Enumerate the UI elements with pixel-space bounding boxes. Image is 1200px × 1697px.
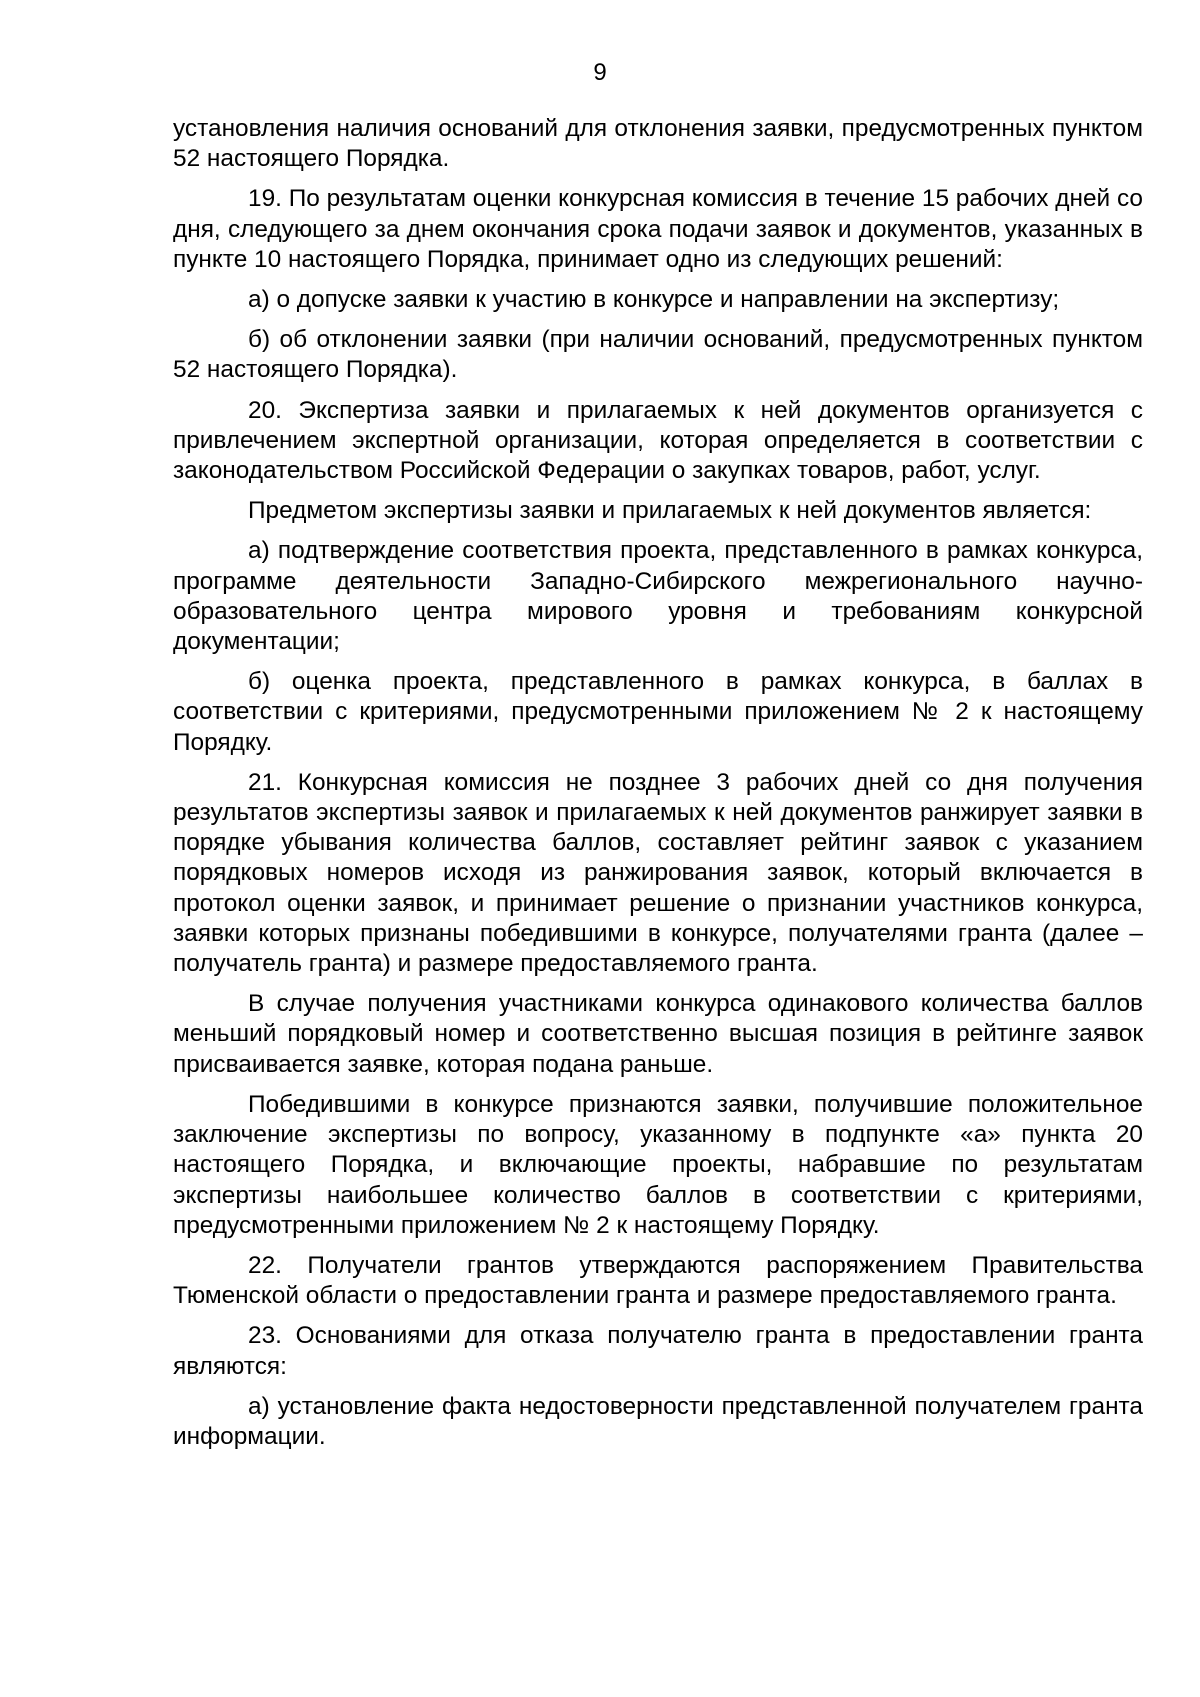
paragraph-item-23-a: а) установление факта недостоверности представленной получателем гранта информации. — [173, 1392, 1143, 1450]
paragraph-item-22: 22. Получатели грантов утверждаются распоряжением Правительства Тюменской области о предоставлении гранта и размере предоставляемого гранта. — [173, 1251, 1143, 1310]
paragraph-equal-scores: В случае получения участниками конкурса одинакового количества баллов меньший порядковый номер и соответственно высшая позиция в рейтинге заявок присваивается заявке, которая подана раньше. — [173, 990, 1143, 1078]
paragraph-expertise-a: а) подтверждение соответствия проекта, представленного в рамках конкурса, программе деятельности Западно-Сибирского межрегионального научно-образовательного центра мирового уровня и требованиям конкурсной документации; — [173, 537, 1143, 656]
paragraph-item-23: 23. Основаниями для отказа получателю гранта в предоставлении гранта являются: — [173, 1322, 1143, 1380]
paragraph-expertise-b: б) оценка проекта, представленного в рамках конкурса, в баллах в соответствии с критериями, предусмотренными приложением № 2 к настоящему Порядку. — [173, 668, 1143, 756]
paragraph-item-19-b: б) об отклонении заявки (при наличии оснований, предусмотренных пунктом 52 настоящего Порядка). — [173, 326, 1143, 384]
paragraph-winners: Победившими в конкурсе признаются заявки, получившие положительное заключение экспертизы по вопросу, указанному в подпункте «а» пункта 20 настоящего Порядка, и включающие проекты, набравшие по результатам экспертизы наибольшее количество баллов в соответствии с критериями, предусмотренными приложением № 2 к настоящему Порядку. — [173, 1090, 1143, 1239]
paragraph-item-19-a: а) о допуске заявки к участию в конкурсе и направлении на экспертизу; — [248, 286, 1060, 314]
paragraph-continuation: установления наличия оснований для отклонения заявки, предусмотренных пунктом 52 настоящего Порядка. — [173, 115, 1143, 173]
page-number: 9 — [593, 59, 607, 86]
paragraph-expertise-subject: Предметом экспертизы заявки и прилагаемых к ней документов является: — [248, 497, 1092, 525]
paragraph-item-20: 20. Экспертиза заявки и прилагаемых к ней документов организуется с привлечением экспертной организации, которая определяется в соответствии с законодательством Российской Федерации о закупках товаров, работ, услуг. — [173, 396, 1143, 485]
document-body — [173, 114, 1143, 1462]
paragraph-item-21: 21. Конкурсная комиссия не позднее 3 рабочих дней со дня получения результатов экспертизы заявок и прилагаемых к ней документов ранжирует заявки в порядке убывания количества баллов, составляет рейтинг заявок с указанием порядковых номеров исходя из ранжирования заявок, который включается в протокол оценки заявок, и принимает решение о признании участников конкурса, заявки которых признаны победившими в конкурсе, получателями гранта (далее – получатель гранта) и размере предоставляемого гранта. — [173, 768, 1143, 978]
paragraph-item-19: 19. По результатам оценки конкурсная комиссия в течение 15 рабочих дней со дня, следующего за днем окончания срока подачи заявок и документов, указанных в пункте 10 настоящего Порядка, принимает одно из следующих решений: — [173, 185, 1143, 273]
